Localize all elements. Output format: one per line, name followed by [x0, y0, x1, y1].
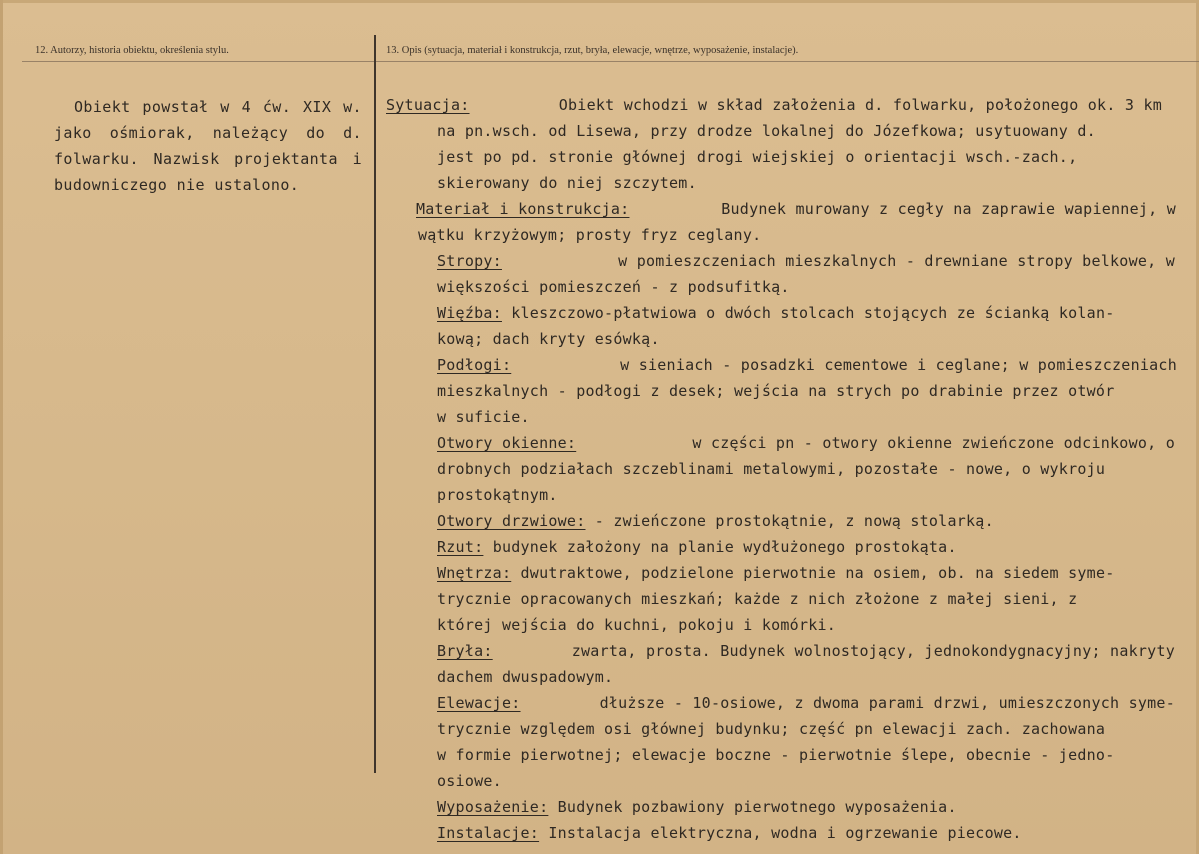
wnetrza-line-1: [437, 564, 1115, 582]
elewacje-label: Elewacje:: [437, 694, 521, 712]
sytuacja-line-2: na pn.wsch. od Lisewa, przy drodze lokalnej do Józefkowa; usytuowany d.: [437, 122, 1096, 140]
stropy-line-1: [437, 252, 1175, 270]
rzut-line-1: [437, 538, 957, 556]
material-label: Materiał i konstrukcja:: [416, 200, 630, 218]
elewacje-line-3: w formie pierwotnej; elewacje boczne - pierwotnie ślepe, obecnie - jedno-: [437, 746, 1115, 764]
okienne-label: Otwory okienne:: [437, 434, 577, 452]
bryla-line-1: [437, 642, 1175, 660]
rzut-label: Rzut:: [437, 538, 484, 556]
bryla-text-1: zwarta, prosta. Budynek wolnostojący, jednokondygnacyjny; nakryty: [571, 642, 1175, 660]
material-text-1: Budynek murowany z cegły na zaprawie wapiennej, w: [721, 200, 1176, 218]
stropy-text-1: w pomieszczeniach mieszkalnych - drewniane stropy belkowe, w: [618, 252, 1175, 270]
wiezba-label: Więźba:: [437, 304, 502, 322]
sytuacja-line-3: jest po pd. stronie głównej drogi wiejskiej o orientacji wsch.-zach.,: [437, 148, 1078, 166]
okienne-line-1: [437, 434, 1175, 452]
wyposazenie-text-1: Budynek pozbawiony pierwotnego wyposażenia.: [557, 798, 957, 816]
instalacje-text-1: Instalacja elektryczna, wodna i ogrzewanie piecowe.: [548, 824, 1022, 842]
stropy-label: Stropy:: [437, 252, 502, 270]
instalacje-label: Instalacje:: [437, 824, 540, 842]
bryla-label: Bryła:: [437, 642, 493, 660]
podlogi-line-3: w suficie.: [437, 408, 530, 426]
okienne-text-1: w części pn - otwory okienne zwieńczone odcinkowo, o: [692, 434, 1175, 452]
podlogi-label: Podłogi:: [437, 356, 512, 374]
okienne-line-2: drobnych podziałach szczeblinami metalowymi, pozostałe - nowe, o wykroju: [437, 460, 1106, 478]
wiezba-line-1: [437, 304, 1115, 322]
drzwiowe-label: Otwory drzwiowe:: [437, 512, 586, 530]
material-line-2: wątku krzyżowym; prosty fryz ceglany.: [418, 226, 762, 244]
wnetrza-label: Wnętrza:: [437, 564, 512, 582]
section-13-header: 13. Opis (sytuacja, materiał i konstrukcja, rzut, bryła, elewacje, wnętrze, wyposażenie, instalacje).: [386, 45, 799, 56]
drzwiowe-text-1: - zwieńczone prostokątnie, z nową stolarką.: [594, 512, 994, 530]
sytuacja-line-4: skierowany do niej szczytem.: [437, 174, 697, 192]
wnetrza-text-1: dwutraktowe, podzielone pierwotnie na osiem, ob. na siedem syme-: [520, 564, 1115, 582]
header-rule: [22, 61, 1199, 62]
wyposazenie-label: Wyposażenie:: [437, 798, 549, 816]
sytuacja-text-1: Obiekt wchodzi w skład założenia d. folwarku, położonego ok. 3 km: [558, 96, 1162, 114]
instalacje-line-1: [437, 824, 1022, 842]
sytuacja-line-1: [386, 96, 1162, 114]
wyposazenie-line-1: [437, 798, 957, 816]
podlogi-text-1: w sieniach - posadzki cementowe i ceglane; w pomieszczeniach: [620, 356, 1177, 374]
section-12-header: 12. Autorzy, historia obiektu, określenia stylu.: [35, 45, 229, 56]
drzwiowe-line-1: [437, 512, 994, 530]
podlogi-line-1: [437, 356, 1177, 374]
okienne-line-3: prostokątnym.: [437, 486, 558, 504]
elewacje-text-1: dłuższe - 10-osiowe, z dwoma parami drzwi, umieszczonych syme-: [599, 694, 1175, 712]
authors-history-text: Obiekt powstał w 4 ćw. XIX w. jako ośmiorak, należący do d. folwarku. Nazwisk projektanta i budowniczego nie ustalono.: [54, 98, 362, 194]
wnetrza-line-3: której wejścia do kuchni, pokoju i komórki.: [437, 616, 837, 634]
card-edge-top: [0, 0, 1199, 3]
sytuacja-label: Sytuacja:: [386, 96, 470, 114]
column-divider: [374, 35, 376, 773]
material-line-1: [416, 200, 1176, 218]
bryla-line-2: dachem dwuspadowym.: [437, 668, 614, 686]
rzut-text-1: budynek założony na planie wydłużonego prostokąta.: [492, 538, 957, 556]
wiezba-line-2: kową; dach kryty esówką.: [437, 330, 660, 348]
elewacje-line-4: osiowe.: [437, 772, 502, 790]
elewacje-line-1: [437, 694, 1175, 712]
podlogi-line-2: mieszkalnych - podłogi z desek; wejścia na strych po drabinie przez otwór: [437, 382, 1115, 400]
wiezba-text-1: kleszczowo-płatwiowa o dwóch stolcach stojących ze ścianką kolan-: [511, 304, 1115, 322]
elewacje-line-2: trycznie względem osi głównej budynku; część pn elewacji zach. zachowana: [437, 720, 1106, 738]
stropy-line-2: większości pomieszczeń - z podsufitką.: [437, 278, 790, 296]
wnetrza-line-2: trycznie opracowanych mieszkań; każde z nich złożone z małej sieni, z: [437, 590, 1078, 608]
card-edge-left: [0, 0, 3, 854]
